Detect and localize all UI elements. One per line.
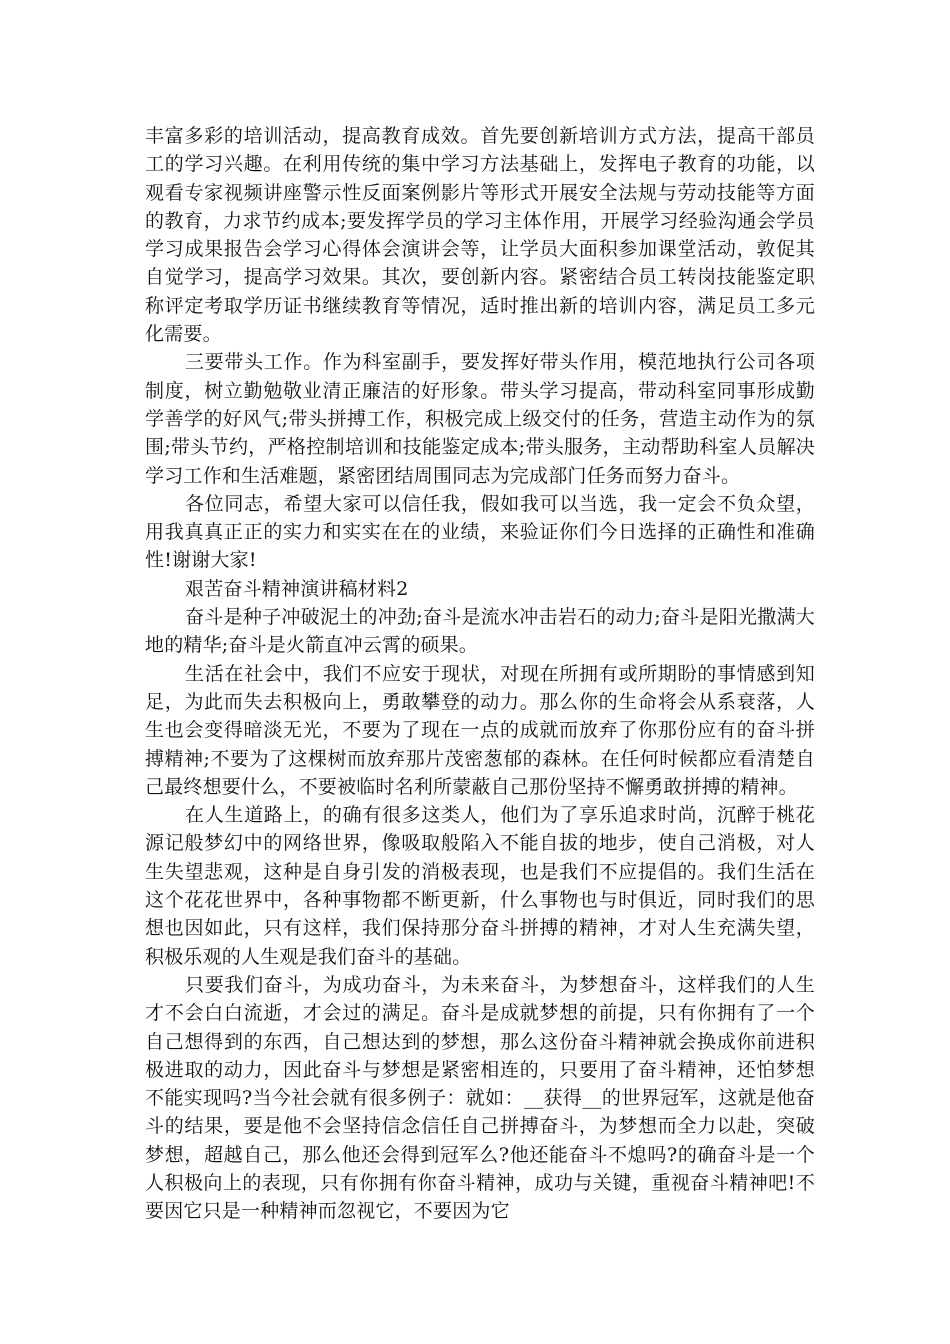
paragraph-4: 奋斗是种子冲破泥土的冲劲;奋斗是流水冲击岩石的动力;奋斗是阳光撒满大地的精华;奋斗是火箭直冲云霄的硕果。 <box>145 606 815 657</box>
paragraph-7: 只要我们奋斗，为成功奋斗，为未来奋斗，为梦想奋斗，这样我们的人生才不会白白流逝，才会过的满足。奋斗是成就梦想的前提，只有你拥有了一个自己想得到的东西，自己想达到的梦想，那么这份奋斗精神就会换成你前进积极进取的动力，因此奋斗与梦想是紧密相连的，只要用了奋斗精神，还怕梦想不能实现吗?当今社会就有很多例子：就如：__获得__的世界冠军，这就是他奋斗的结果，要是他不会坚持信念信任自己拼搏奋斗，为梦想而全力以赴，突破梦想，超越自己，那么他还会得到冠军么?他还能奋斗不熄吗?的确奋斗是一个人积极向上的表现，只有你拥有你奋斗精神，成功与关键，重视奋斗精神吧!不要因它只是一种精神而忽视它，不要因为它 <box>145 973 815 1223</box>
paragraph-3: 各位同志，希望大家可以信任我，假如我可以当选，我一定会不负众望，用我真真正正的实力和实实在在的业绩，来验证你们今日选择的正确性和准确性!谢谢大家! <box>145 492 815 572</box>
document-body <box>145 122 815 1226</box>
section-heading: 艰苦奋斗精神演讲稿材料2 <box>185 577 409 600</box>
paragraph-5: 生活在社会中，我们不应安于现状，对现在所拥有或所期盼的事情感到知足，为此而失去积极向上，勇敢攀登的动力。那么你的生命将会从系衰落，人生也会变得暗淡无光，不要为了现在一点的成就而放弃了你那份应有的奋斗拼搏精神;不要为了这棵树而放弃那片茂密葱郁的森林。在任何时候都应看清楚自己最终想要什么，不要被临时名利所蒙蔽自己那份坚持不懈勇敢拼搏的精神。 <box>145 662 815 798</box>
paragraph-1: 丰富多彩的培训活动，提高教育成效。首先要创新培训方式方法，提高干部员工的学习兴趣。在利用传统的集中学习方法基础上，发挥电子教育的功能，以观看专家视频讲座警示性反面案例影片等形式开展安全法规与劳动技能等方面的教育，力求节约成本;要发挥学员的学习主体作用，开展学习经验沟通会学员学习成果报告会学习心得体会演讲会等，让学员大面积参加课堂活动，敦促其自觉学习，提高学习效果。其次，要创新内容。紧密结合员工转岗技能鉴定职称评定考取学历证书继续教育等情况，适时推出新的培训内容，满足员工多元化需要。 <box>145 125 815 346</box>
paragraph-6: 在人生道路上，的确有很多这类人，他们为了享乐追求时尚，沉醉于桃花源记般梦幻中的网络世界，像吸取般陷入不能自拔的地步，使自己消极，对人生失望悲观，这种是自身引发的消极表现，也是我们不应提倡的。我们生活在这个花花世界中，各种事物都不断更新，什么事物也与时俱近，同时我们的思想也因如此，只有这样，我们保持那分奋斗拼搏的精神，才对人生充满失望，积极乐观的人生观是我们奋斗的基础。 <box>145 804 815 968</box>
paragraph-2: 三要带头工作。作为科室副手，要发挥好带头作用，模范地执行公司各项制度，树立勤勉敬业清正廉洁的好形象。带头学习提高，带动科室同事形成勤学善学的好风气;带头拼搏工作，积极完成上级交付的任务，营造主动作为的氛围;带头节约，严格控制培训和技能鉴定成本;带头服务，主动帮助科室人员解决学习工作和生活难题，紧密团结周围同志为完成部门任务而努力奋斗。 <box>145 351 815 487</box>
